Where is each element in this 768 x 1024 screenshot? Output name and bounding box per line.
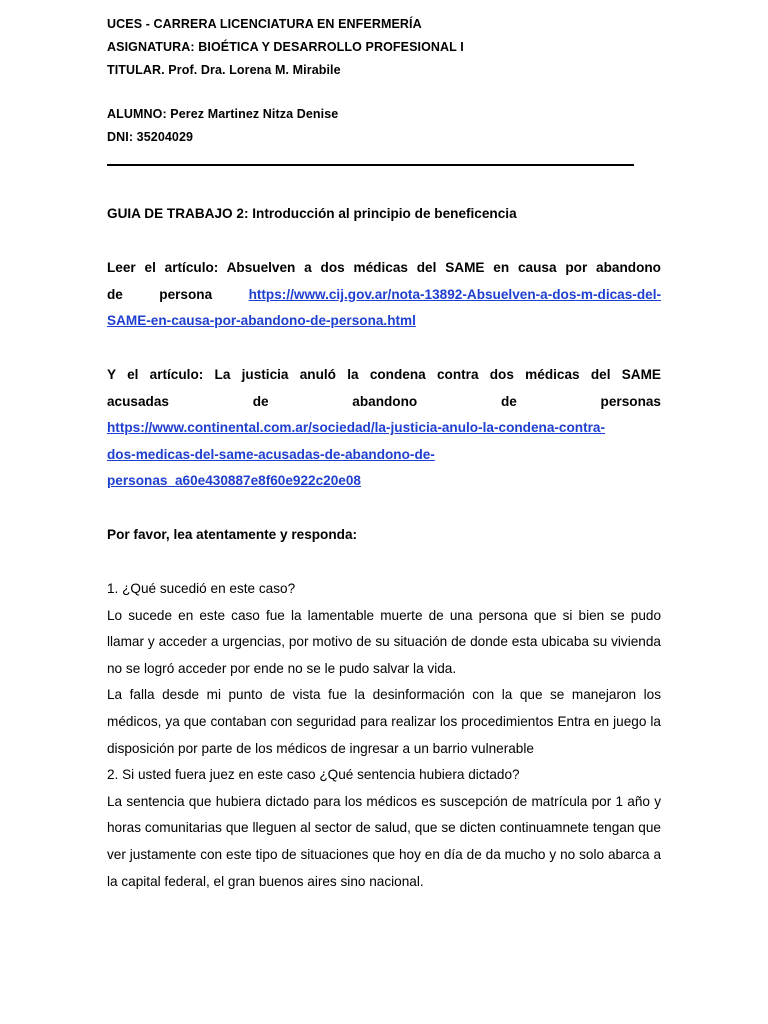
article-1-link-part-2[interactable]: SAME-en-causa-por-abandono-de-persona.html	[107, 313, 416, 329]
article-2-word: de	[500, 393, 517, 409]
article-2-title: Y el artículo: La justicia anuló la condena contra dos médicas del SAME	[107, 367, 661, 382]
article-1-prefix: de persona	[107, 286, 213, 302]
article-1-link-line-2	[107, 308, 661, 335]
student-name: ALUMNO: Perez Martinez Nitza Denise	[107, 107, 339, 121]
article-1-link-part-1[interactable]: https://www.cij.gov.ar/nota-13892-Absuelven-a-dos-m-dicas-del-	[248, 286, 661, 302]
article-2-block	[107, 362, 661, 495]
instruction-text: Por favor, lea atentamente y responda:	[107, 527, 358, 542]
article-2-link-part-1[interactable]: https://www.continental.com.ar/sociedad/la-justicia-anulo-la-condena-contra-	[107, 420, 605, 436]
article-2-link-line-1	[107, 415, 661, 442]
header-professor: TITULAR. Prof. Dra. Lorena M. Mirabile	[107, 63, 341, 77]
student-dni: DNI: 35204029	[107, 130, 194, 144]
header-subject: ASIGNATURA: BIOÉTICA Y DESARROLLO PROFESIONAL I	[107, 40, 464, 54]
article-2-link-line-2	[107, 442, 661, 469]
separator-line	[107, 164, 634, 166]
guide-title: GUIA DE TRABAJO 2: Introducción al principio de beneficencia	[107, 206, 517, 221]
article-2-link-line-3	[107, 468, 661, 495]
article-1-title: Leer el artículo: Absuelven a dos médicas del SAME en causa por abandono	[107, 260, 661, 275]
article-1-link-line	[107, 282, 661, 309]
header-institution: UCES - CARRERA LICENCIATURA EN ENFERMERÍA	[107, 17, 422, 31]
article-2-link-part-2[interactable]: dos-medicas-del-same-acusadas-de-abandono-de-	[107, 446, 435, 462]
article-2-word: abandono	[352, 393, 418, 409]
article-1-block	[107, 255, 661, 335]
questions-section	[107, 576, 661, 895]
article-2-word: acusadas	[107, 393, 169, 409]
article-2-word: de	[252, 393, 269, 409]
article-2-word: personas	[600, 393, 661, 409]
question-2: 2. Si usted fuera juez en este caso ¿Qué sentencia hubiera dictado?	[107, 767, 520, 783]
article-2-title-cont	[107, 389, 661, 416]
answer-2-paragraph: La sentencia que hubiera dictado para los médicos es suscepción de matrícula por 1 año y horas comunitarias que lleguen al sector de salud, que se dicten continuamnete tengan que ver justamente con este tipo de situaciones que hoy en día de da mucho y no solo abarca a la capital federal, el gran buenos aires sino nacional.	[107, 793, 661, 889]
question-1: 1. ¿Qué sucedió en este caso?	[107, 581, 296, 596]
article-2-link-part-3[interactable]: personas_a60e430887e8f60e922c20e08	[107, 473, 361, 489]
answer-1-paragraph-1: Lo sucede en este caso fue la lamentable muerte de una persona que si bien se pudo llamar y acceder a urgencias, por motivo de su situación de donde esta ubicaba su vivienda no se logró acceder por ende no se le pudo salvar la vida.	[107, 607, 661, 676]
answer-1-paragraph-2: La falla desde mi punto de vista fue la desinformación con la que se manejaron los médicos, ya que contaban con seguridad para realizar los procedimientos Entra en juego la disposición por parte de los médicos de ingresar a un barrio vulnerable	[107, 687, 661, 756]
